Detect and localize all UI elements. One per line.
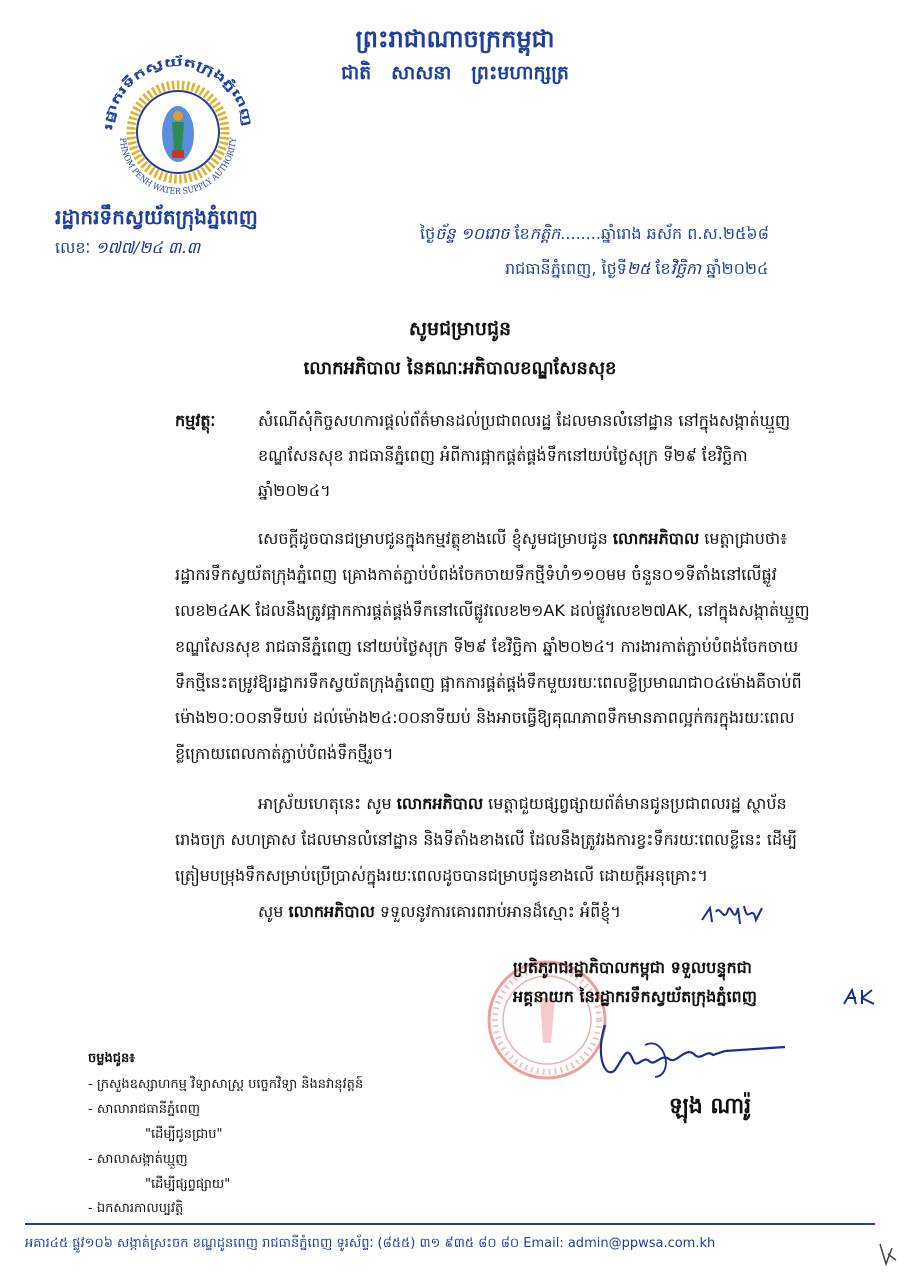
ppwsa-logo xyxy=(98,52,258,212)
subject-line: ខណ្ឌសែនសុខ រាជធានីភ្នំពេញ អំពីការផ្អាកផ្គត់ផ្គង់ទឹកនៅយប់ថ្ងៃសុក្រ ទី២៩ ខែវិច្ឆិកា xyxy=(258,446,748,465)
cc-item: - ក្រសួងឧស្សាហកម្ម វិទ្យាសាស្ត្រ បច្ចេកវិទ្យា និងនវានុវត្តន៍ xyxy=(88,1077,364,1092)
cc-item: - សាលារាជធានីភ្នំពេញ xyxy=(88,1102,200,1117)
cc-item: - ឯកសារកាលប្បវត្តិ xyxy=(88,1201,184,1216)
lunar-date-line xyxy=(420,220,875,248)
year: ឆ្នាំ២០២៤ xyxy=(706,259,769,278)
subject-line: សំណើសុំកិច្ចសហការផ្ដល់ព័ត៌មានដល់ប្រជាពលរដ្ឋ ដែលមានលំនៅដ្ឋាន នៅក្នុងសង្កាត់ឃ្មួញ xyxy=(258,411,791,430)
signatory-title: ប្រតិភូរាជរដ្ឋាភិបាលកម្ពុជា ទទួលបន្ទុកជា xyxy=(513,958,752,977)
addressee: លោកអភិបាល នៃគណៈអភិបាលខណ្ឌសែនសុខ xyxy=(303,358,617,379)
lunar-day-label: ថ្ងៃ xyxy=(420,224,436,243)
reference-label: លេខៈ xyxy=(55,238,91,257)
handwritten-initials xyxy=(700,900,770,930)
footer-divider xyxy=(25,1223,875,1225)
lunar-month-label: ខែ xyxy=(514,224,530,243)
cc-item-note: "ដើម្បីផ្សព្វផ្សាយ" xyxy=(145,1177,231,1192)
text-segment: សេចក្តីដូចបានជម្រាបជូនក្នុងកម្មវត្ថុខាងលើ ខ្ញុំសូមជម្រាបជូន xyxy=(258,529,613,548)
sender-organization: រដ្ឋាករទឹកស្វយ័តក្រុងភ្នំពេញ xyxy=(55,205,258,229)
addressee-emphasis: លោកអភិបាល xyxy=(288,902,375,921)
signature xyxy=(585,1015,790,1090)
place-day-label: រាជធានីភ្នំពេញ, ថ្ងៃទី xyxy=(505,259,627,278)
paragraph2-line: ត្រៀមបម្រុងទឹកសម្រាប់ប្រើប្រាស់ក្នុងរយៈពេលដូចបានជម្រាបជូនខាងលើ ដោយក្តីអនុគ្រោះ។ xyxy=(175,866,708,885)
subject-label: កម្មវត្ថុៈ xyxy=(175,411,216,430)
day-handwritten: ២៥ xyxy=(626,259,651,278)
paragraph1-line: រដ្ឋាករទឹកស្វយ័តក្រុងភ្នំពេញ គ្រោងកាត់ភ្ជាប់បំពង់ចែកចាយទឹកថ្មីទំហំ១១០មម ចំនួន០១ទីតាំងនៅលើផ្លូវ xyxy=(175,565,777,584)
lunar-day-handwritten: ច័ន្ទ ១០រោច xyxy=(435,224,510,243)
cc-label: ចម្លងជូន៖ xyxy=(88,1051,135,1066)
subject-line: ឆ្នាំ២០២៤។ xyxy=(258,481,331,500)
paragraph1-line: លេខ២៤AK ដែលនឹងត្រូវផ្អាកការផ្គត់ផ្គង់ទឹកនៅលើផ្លូវលេខ២១AK ដល់ផ្លូវលេខ២៧AK, នៅក្នុងសង្កាត់ឃ្មួញ xyxy=(175,601,810,620)
month-label: ខែ xyxy=(655,259,671,278)
national-motto: ជាតិ សាសនា ព្រះមហាក្សត្រ xyxy=(341,62,569,84)
cc-item: - សាលាសង្កាត់ឃ្មួញ xyxy=(88,1152,188,1167)
footer-contact xyxy=(25,1232,875,1256)
text-segment: សូម xyxy=(258,902,289,921)
logo-apsara-figure xyxy=(172,122,184,150)
addressee-emphasis: លោកអភិបាល xyxy=(396,794,484,813)
solar-date-line xyxy=(505,255,875,283)
paragraph2-line: រោងចក្រ សហគ្រាស ដែលមានលំនៅដ្ឋាន និងទីតាំងខាងលើ ដែលនឹងត្រូវរងការខ្វះទឹករយៈពេលខ្លីនេះ ដើម្បី xyxy=(175,830,798,849)
month-handwritten: វិច្ឆិកា xyxy=(670,259,702,278)
cc-item-note: "ដើម្បីជូនជ្រាប" xyxy=(145,1127,223,1142)
paragraph1-line: ម៉ោង២០:០០នាទីយប់ ដល់ម៉ោង២៤:០០នាទីយប់ និងអាចធ្វើឱ្យគុណភាពទឹកមានភាពល្អក់ករក្នុងរយៈពេល xyxy=(175,708,795,727)
reference-number xyxy=(55,234,305,262)
paragraph2-line xyxy=(258,789,875,821)
text-segment: ទទួលនូវការគោរពរាប់អានដ៏ស្មោះ អំពីខ្ញុំ។ xyxy=(374,902,621,921)
salutation: សូមជម្រាបជូន xyxy=(408,318,512,340)
footer-address: អគារ៤៥ ផ្លូវ១០៦ សង្កាត់ស្រះចក ខណ្ឌដូនពេញ រាជធានីភ្នំពេញ ទូរស័ព្ទៈ (៨៥៥) ៣១ ៩៣៥ ៨០ ៨០ xyxy=(25,1236,520,1251)
footer-email: Email: admin@ppwsa.com.kh xyxy=(523,1236,716,1251)
lunar-month-handwritten: កត្តិក xyxy=(529,224,561,243)
text-segment: អាស្រ័យហេតុនេះ សូម xyxy=(258,794,397,813)
paragraph1-line: ខណ្ឌសែនសុខ រាជធានីភ្នំពេញ នៅយប់ថ្ងៃសុក្រ ទី២៩ ខែវិច្ឆិកា ឆ្នាំ២០២៤។ ការងារកាត់ភ្ជាប់បំពង់ចែកចាយ xyxy=(175,637,799,656)
text-segment: មេត្តាជួយផ្សព្វផ្សាយព័ត៌មានជូនប្រជាពលរដ្ឋ ស្ថាប័ន xyxy=(483,794,787,813)
paragraph1-line: ទឹកថ្មីនេះតម្រូវឱ្យរដ្ឋាករទឹកស្វយ័តក្រុងភ្នំពេញ ផ្អាកការផ្គត់ផ្គង់ទឹកមួយរយៈពេលខ្លីប្រមាណជា០៤ម៉ោងគឺចាប់ពី xyxy=(175,673,802,692)
text-segment: មេត្តាជ្រាបថា៖ xyxy=(699,529,788,548)
reference-value: ១៧៧/២៤ ៣.៣ xyxy=(95,238,201,257)
signatory-title: អគ្គនាយក នៃរដ្ឋាករទឹកស្វយ័តក្រុងភ្នំពេញ xyxy=(513,987,757,1006)
page-mark xyxy=(876,1240,898,1268)
handwritten-initials xyxy=(842,986,878,1008)
kingdom-heading: ព្រះរាជាណាចក្រកម្ពុជា xyxy=(355,25,555,53)
addressee-emphasis: លោកអភិបាល xyxy=(612,529,700,548)
signatory-name: ឡុង ណារ៉ូ xyxy=(668,1094,752,1119)
paragraph1-line: ខ្លីក្រោយពេលកាត់ភ្ជាប់បំពង់ទឹកថ្មីរួច។ xyxy=(175,744,394,763)
closing-line xyxy=(258,897,698,929)
lunar-year: ........ឆ្នាំរោង ឆស័ក ព.ស.២៥៦៨ xyxy=(560,224,769,243)
paragraph1-line xyxy=(258,524,875,556)
logo-khmer-text: រដ្ឋាករទឹកស្វយ័តក្រុងភ្នំពេញ xyxy=(101,56,253,131)
logo-english-text: PHNOM PENH WATER SUPPLY AUTHORITY xyxy=(116,136,240,198)
